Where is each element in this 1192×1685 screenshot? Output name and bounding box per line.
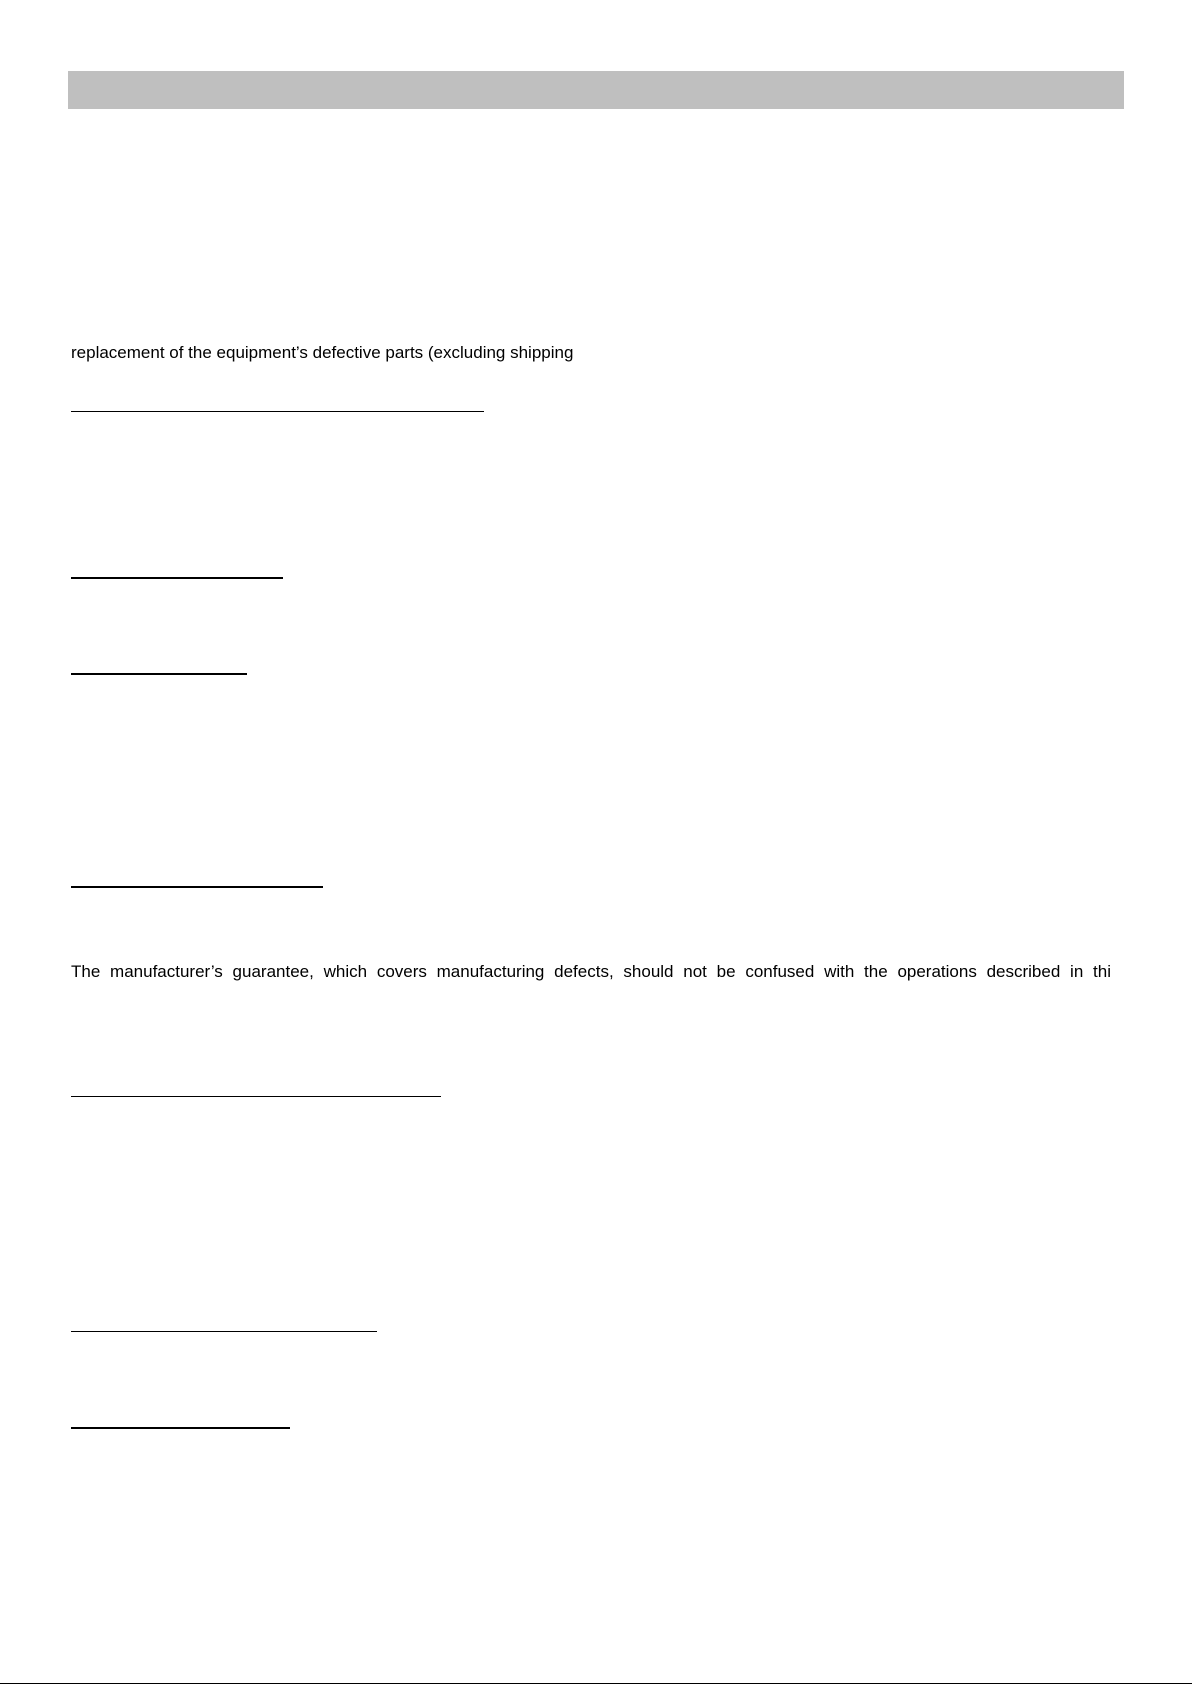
heading-underline-3 (71, 673, 247, 675)
heading-underline-7 (71, 1427, 290, 1429)
heading-underline-6 (71, 1331, 377, 1332)
section-header-bar (68, 71, 1124, 109)
heading-underline-5 (71, 1096, 441, 1097)
text-line-guarantee: The manufacturer’s guarantee, which covers manufacturing defects, should not be confused with the operations described in thi (71, 962, 1111, 981)
heading-underline-4 (71, 886, 323, 888)
page-bottom-edge (0, 1683, 1192, 1684)
heading-underline-2 (71, 577, 283, 579)
text-line-replacement: replacement of the equipment’s defective parts (excluding shipping (71, 343, 574, 362)
heading-underline-1 (71, 411, 484, 412)
